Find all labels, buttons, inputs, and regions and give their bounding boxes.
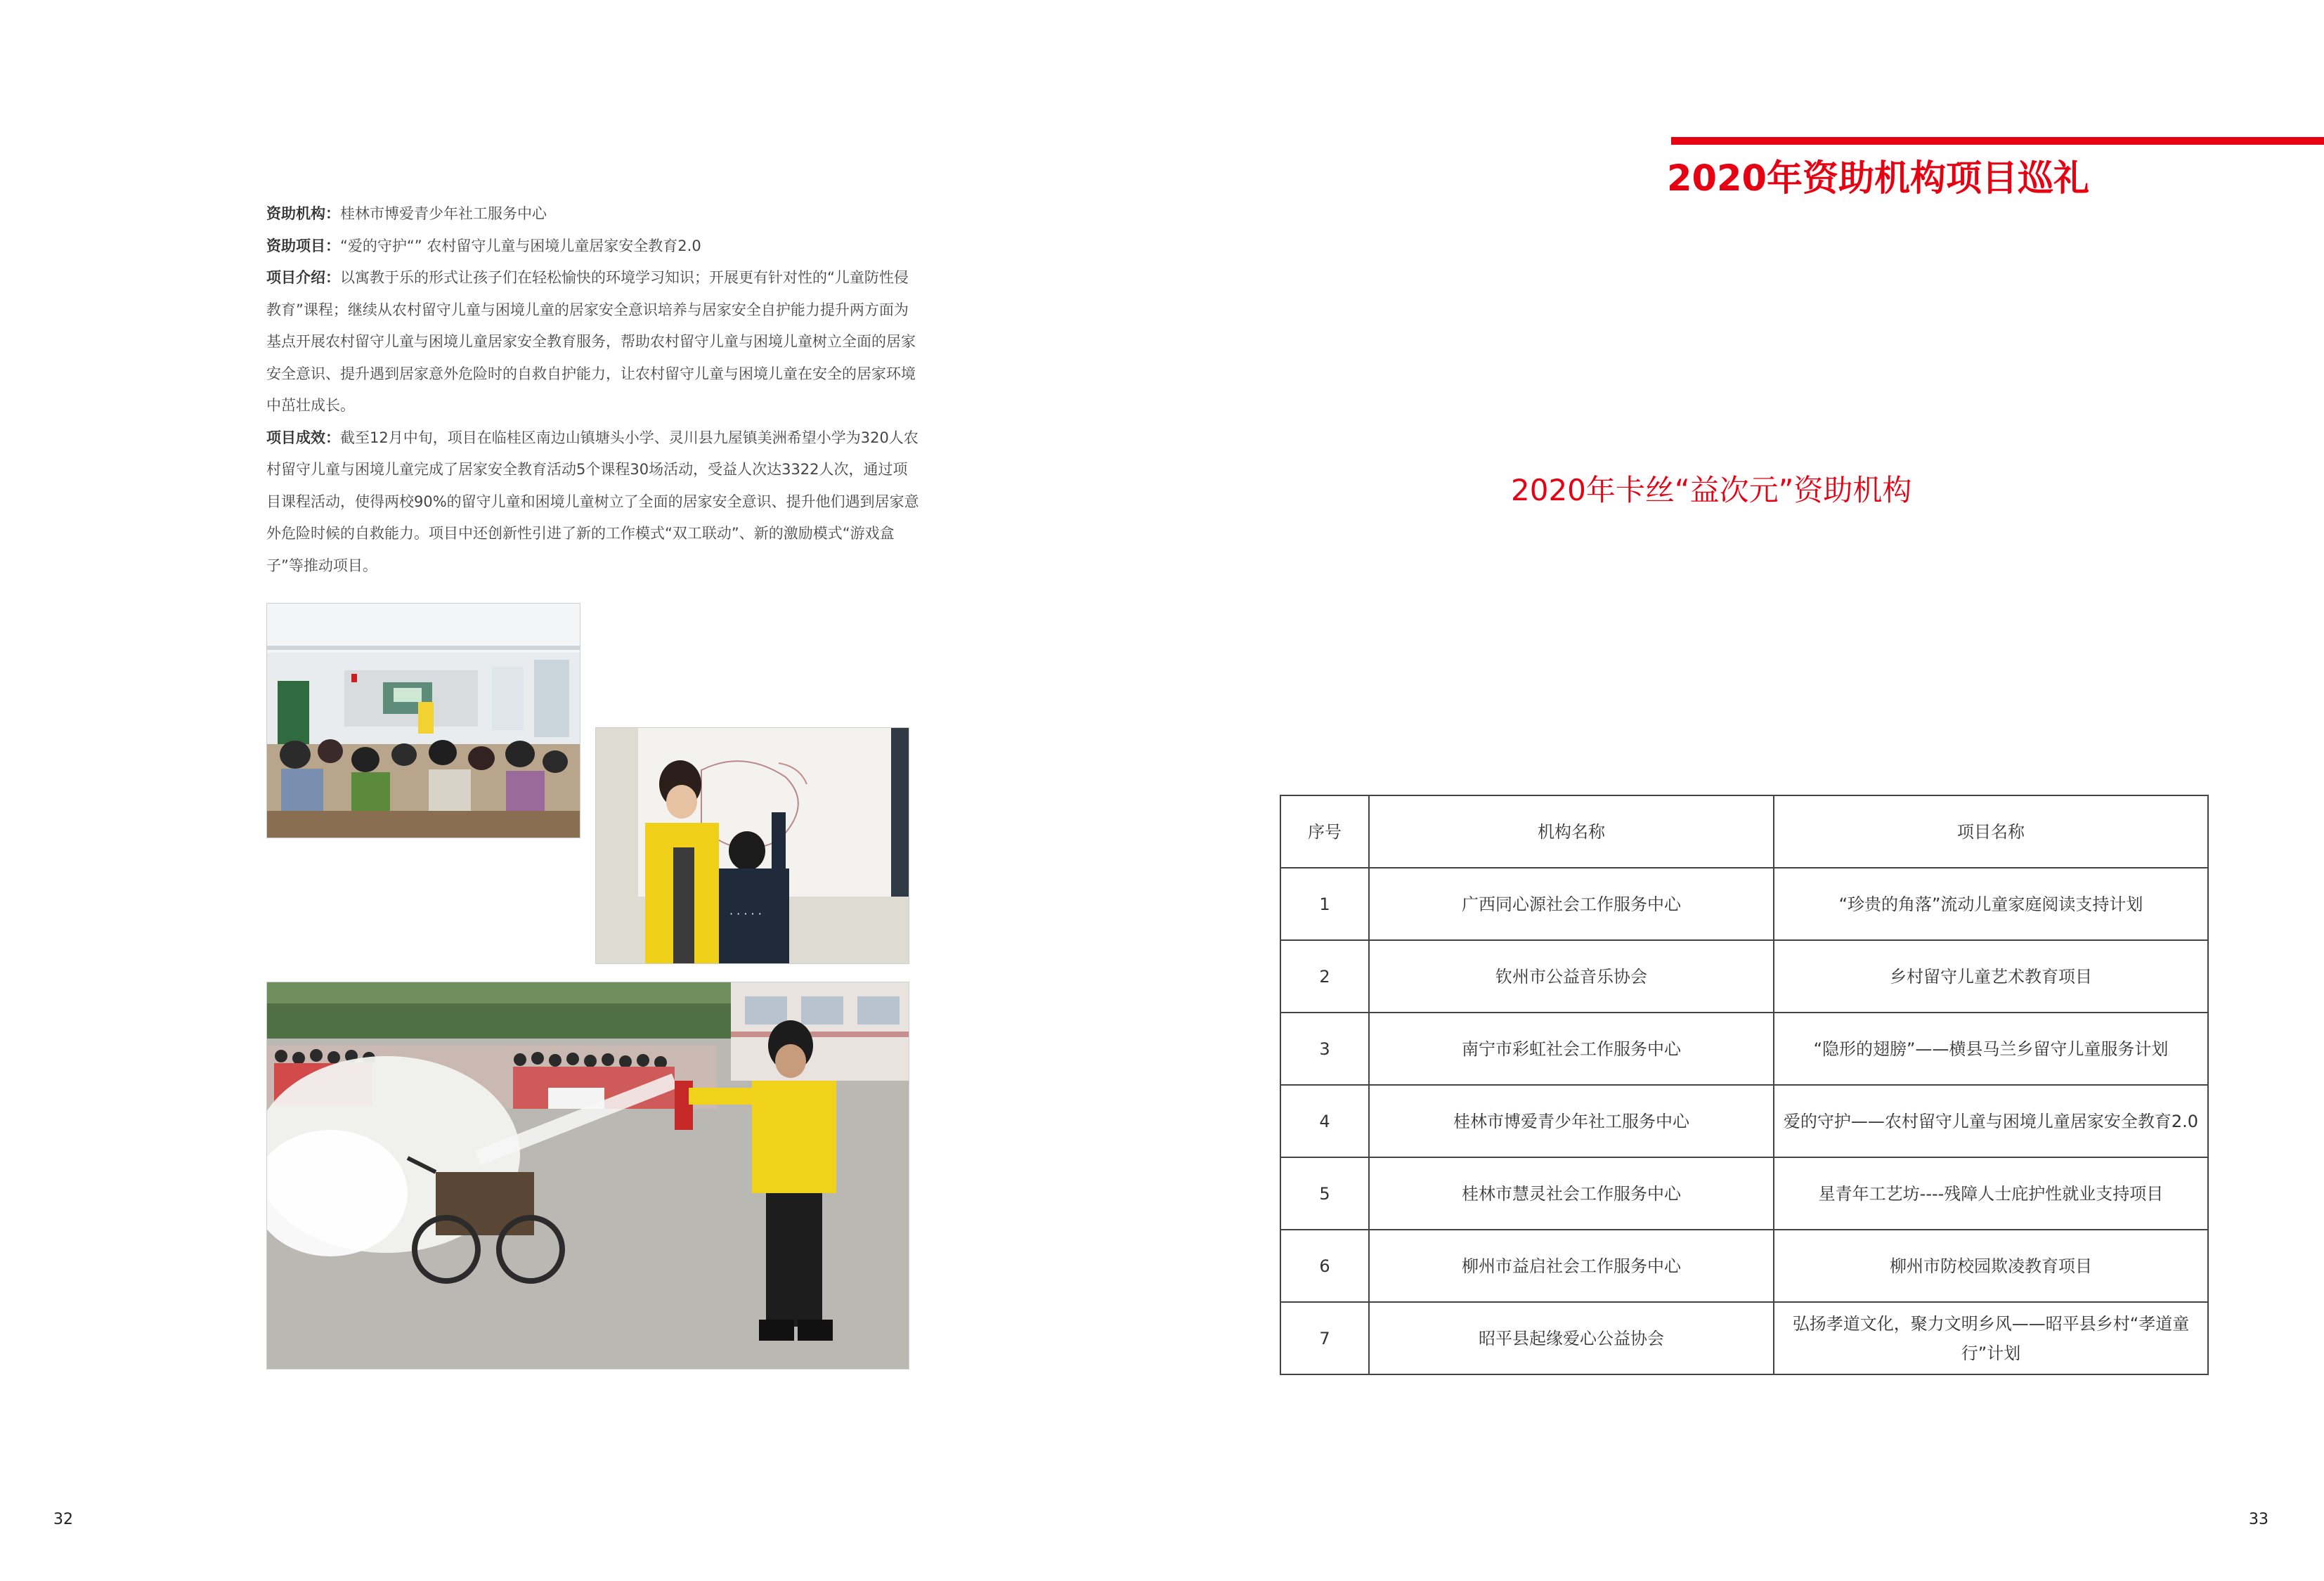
cell-org: 桂林市博爱青少年社工服务中心: [1369, 1085, 1774, 1157]
cell-no: 2: [1280, 940, 1369, 1013]
fire-drill-photo: [266, 982, 909, 1369]
cell-org: 广西同心源社会工作服务中心: [1369, 868, 1774, 940]
whiteboard-illustration: [596, 728, 909, 963]
cell-project: “隐形的翅膀”——横县马兰乡留守儿童服务计划: [1774, 1013, 2208, 1085]
table-row: [1280, 1157, 2208, 1230]
cell-project: 爱的守护——农村留守儿童与困境儿童居家安全教育2.0: [1774, 1085, 2208, 1157]
right-page: [1160, 0, 2324, 1581]
intro-label: 项目介绍：: [266, 269, 340, 286]
intro-value: 以寓教于乐的形式让孩子们在轻松愉快的环境学习知识；开展更有针对性的“儿童防性侵教育”课程；继续从农村留守儿童与困境儿童的居家安全意识培养与居家安全自护能力提升两方面为基点开展农村留守儿童与困境儿童居家安全教育服务，帮助农村留守儿童与困境儿童树立全面的居家安全意识、提升遇到居家意外危险时的自救自护能力，让农村留守儿童与困境儿童在安全的居家环境中茁壮成长。: [266, 269, 916, 414]
fire-drill-illustration: [267, 982, 909, 1369]
cell-org: 钦州市公益音乐协会: [1369, 940, 1774, 1013]
org-value: 桂林市博爱青少年社工服务中心: [340, 205, 547, 222]
classroom-illustration: [267, 604, 580, 838]
result-label: 项目成效：: [266, 429, 340, 446]
cell-project: 乡村留守儿童艺术教育项目: [1774, 940, 2208, 1013]
table-row: [1280, 868, 2208, 940]
project-info: [266, 198, 920, 582]
cell-project: 弘扬孝道文化，聚力文明乡风——昭平县乡村“孝道童行”计划: [1774, 1302, 2208, 1374]
project-label: 资助项目：: [266, 237, 340, 254]
result-paragraph: [266, 422, 920, 583]
section-header-bar: [1671, 137, 2324, 145]
table-row: [1280, 1013, 2208, 1085]
table-row: [1280, 1230, 2208, 1302]
org-line: [266, 198, 920, 230]
table-row: [1280, 1302, 2208, 1374]
table-header-row: [1280, 795, 2208, 868]
cell-org: 柳州市益启社会工作服务中心: [1369, 1230, 1774, 1302]
project-line: [266, 230, 920, 263]
table-row: [1280, 940, 2208, 1013]
cell-no: 1: [1280, 868, 1369, 940]
left-page: [0, 0, 1160, 1581]
cell-project: 柳州市防校园欺凌教育项目: [1774, 1230, 2208, 1302]
cell-org: 昭平县起缘爱心公益协会: [1369, 1302, 1774, 1374]
cell-no: 5: [1280, 1157, 1369, 1230]
header-no: 序号: [1280, 795, 1369, 868]
table-row: [1280, 1085, 2208, 1157]
classroom-photo: [266, 603, 580, 838]
whiteboard-photo: [595, 727, 909, 964]
svg-text:· · · · ·: · · · · ·: [729, 907, 762, 920]
header-org: 机构名称: [1369, 795, 1774, 868]
grantee-table-wrapper: [1280, 795, 2207, 1375]
cell-org: 南宁市彩虹社会工作服务中心: [1369, 1013, 1774, 1085]
sub-title: 2020年卡丝“益次元”资助机构: [1511, 473, 1912, 507]
section-title: 2020年资助机构项目巡礼: [1667, 158, 2089, 200]
cell-org: 桂林市慧灵社会工作服务中心: [1369, 1157, 1774, 1230]
header-project: 项目名称: [1774, 795, 2208, 868]
page-number-right: 33: [2249, 1511, 2268, 1528]
project-value: “爱的守护“” 农村留守儿童与困境儿童居家安全教育2.0: [340, 237, 701, 254]
cell-no: 4: [1280, 1085, 1369, 1157]
cell-no: 6: [1280, 1230, 1369, 1302]
cell-project: 星青年工艺坊----残障人士庇护性就业支持项目: [1774, 1157, 2208, 1230]
cell-project: “珍贵的角落”流动儿童家庭阅读支持计划: [1774, 868, 2208, 940]
page-number-left: 32: [53, 1511, 73, 1528]
cell-no: 7: [1280, 1302, 1369, 1374]
org-label: 资助机构：: [266, 205, 340, 222]
intro-paragraph: [266, 262, 920, 422]
cell-no: 3: [1280, 1013, 1369, 1085]
grantee-table: [1280, 795, 2209, 1375]
result-value: 截至12月中旬，项目在临桂区南边山镇塘头小学、灵川县九屋镇美洲希望小学为320人农村留守儿童与困境儿童完成了居家安全教育活动5个课程30场活动，受益人次达3322人次，通过项目课程活动，使得两校90%的留守儿童和困境儿童树立了全面的居家安全意识、提升他们遇到居家意外危险时候的自救能力。项目中还创新性引进了新的工作模式“双工联动”、新的激励模式“游戏盒子”等推动项目。: [266, 429, 919, 574]
